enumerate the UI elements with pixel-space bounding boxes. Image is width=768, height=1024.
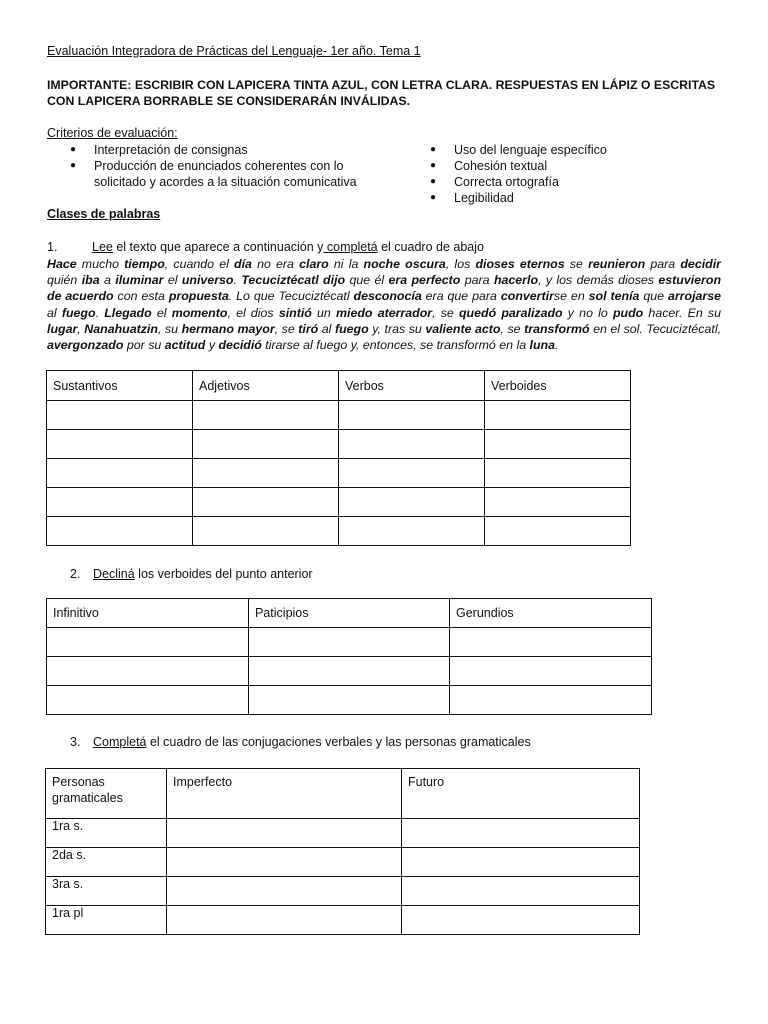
passage-bold-word: actitud bbox=[164, 338, 206, 353]
passage-bold-word: aterrador bbox=[377, 305, 433, 320]
conjugations-table bbox=[45, 768, 640, 935]
answer-cell[interactable] bbox=[485, 517, 631, 546]
criteria-item: ● Uso del lenguaje específico bbox=[430, 142, 680, 158]
passage-bold-word: avergonzado bbox=[47, 338, 124, 353]
criteria-list-left bbox=[70, 142, 370, 190]
passage-text: . Lo que Tecuciztécatl bbox=[228, 289, 354, 304]
passage-bold-word: universo bbox=[181, 273, 234, 288]
table-row bbox=[47, 517, 631, 546]
passage-bold-word: reunieron bbox=[588, 257, 646, 271]
answer-cell[interactable] bbox=[249, 657, 450, 686]
passage-bold-word: transformó bbox=[524, 321, 590, 336]
passage-bold-word: noche oscura bbox=[363, 257, 446, 271]
passage-text: , el dios bbox=[227, 305, 279, 320]
answer-cell[interactable] bbox=[47, 430, 193, 459]
passage-text: . bbox=[95, 305, 105, 320]
question-2 bbox=[70, 567, 313, 581]
column-header: Futuro bbox=[402, 769, 640, 819]
table-row bbox=[47, 686, 652, 715]
question-number: 2. bbox=[70, 567, 81, 581]
answer-cell[interactable] bbox=[450, 657, 652, 686]
question-verb: Lee bbox=[92, 240, 113, 254]
passage-bold-word: tiró bbox=[298, 321, 319, 336]
passage-bold-word: Tecuciztécatl dijo bbox=[241, 273, 346, 288]
answer-cell[interactable] bbox=[339, 430, 485, 459]
passage-bold-word: sintió bbox=[278, 305, 312, 320]
passage-text: ni la bbox=[328, 257, 364, 271]
answer-cell[interactable] bbox=[193, 517, 339, 546]
word-classes-table bbox=[46, 370, 631, 546]
passage-text: para bbox=[460, 273, 494, 288]
passage-bold-word: arrojarse bbox=[667, 289, 722, 304]
answer-cell[interactable] bbox=[402, 906, 640, 935]
column-header: Infinitivo bbox=[47, 599, 249, 628]
passage-text: un bbox=[311, 305, 336, 320]
answer-cell[interactable] bbox=[249, 686, 450, 715]
answer-cell[interactable] bbox=[485, 430, 631, 459]
table-row bbox=[47, 488, 631, 517]
passage-bold-word: estuvieron de acuerdo bbox=[47, 273, 722, 304]
table-row bbox=[46, 848, 640, 877]
passage-text: para bbox=[645, 257, 681, 271]
passage-bold-word: miedo bbox=[336, 305, 373, 320]
passage-text: era que para bbox=[421, 289, 501, 304]
passage-text: , se bbox=[432, 305, 459, 320]
answer-cell[interactable] bbox=[47, 517, 193, 546]
passage-text: quién bbox=[47, 273, 82, 288]
table-row bbox=[47, 459, 631, 488]
passage-bold-word: hacerlo bbox=[493, 273, 539, 288]
table-row bbox=[46, 819, 640, 848]
answer-cell[interactable] bbox=[485, 459, 631, 488]
question-text: el texto que aparece a continuación y bbox=[112, 240, 324, 254]
passage-text: mucho bbox=[76, 257, 125, 271]
criteria-list-right bbox=[430, 142, 680, 206]
passage-bold-word: luna bbox=[529, 338, 556, 353]
criteria-item: ● Correcta ortografía bbox=[430, 174, 680, 190]
answer-cell[interactable] bbox=[485, 488, 631, 517]
answer-cell[interactable] bbox=[47, 657, 249, 686]
question-text: el cuadro de abajo bbox=[377, 240, 484, 254]
question-number: 3. bbox=[70, 735, 81, 749]
passage-bold-word: iba bbox=[81, 273, 100, 288]
passage-text: que bbox=[639, 289, 668, 304]
passage-bold-word: hermano mayor bbox=[181, 321, 275, 336]
passage-text: , bbox=[77, 321, 85, 336]
passage-bold-word: quedó paralizado bbox=[458, 305, 563, 320]
passage-text: el bbox=[163, 273, 182, 288]
row-label: 2da s. bbox=[46, 848, 167, 877]
reading-passage bbox=[47, 256, 721, 353]
criteria-heading: Criterios de evaluación: bbox=[47, 126, 178, 140]
table-row bbox=[47, 401, 631, 430]
answer-cell[interactable] bbox=[167, 906, 402, 935]
answer-cell[interactable] bbox=[249, 628, 450, 657]
passage-text: , su bbox=[157, 321, 182, 336]
passage-bold-word: Hace bbox=[47, 257, 77, 271]
answer-cell[interactable] bbox=[167, 819, 402, 848]
passage-bold-word: Llegado bbox=[104, 305, 152, 320]
section-title: Clases de palabras bbox=[47, 207, 161, 221]
criteria-item: ● Interpretación de consignas bbox=[70, 142, 370, 158]
passage-text: , y los demás dioses bbox=[538, 273, 659, 288]
passage-bold-word: convertir bbox=[500, 289, 554, 304]
answer-cell[interactable] bbox=[339, 517, 485, 546]
passage-text: en el sol. Tecuciztécatl, bbox=[589, 321, 722, 336]
passage-bold-word: valiente acto bbox=[425, 321, 501, 336]
answer-cell[interactable] bbox=[450, 686, 652, 715]
passage-text: no era bbox=[251, 257, 300, 271]
passage-text: tirarse al fuego y, entonces, se transformó en la bbox=[261, 338, 530, 353]
question-verb: Decliná bbox=[93, 567, 135, 581]
answer-cell[interactable] bbox=[339, 488, 485, 517]
column-header: Verboides bbox=[485, 371, 631, 401]
table-row bbox=[46, 906, 640, 935]
passage-bold-word: claro bbox=[299, 257, 329, 271]
question-text: los verboides del punto anterior bbox=[134, 567, 313, 581]
passage-text: , los bbox=[445, 257, 476, 271]
answer-cell[interactable] bbox=[450, 628, 652, 657]
passage-bold-word: pudo bbox=[612, 305, 644, 320]
passage-bold-word: fuego bbox=[334, 321, 369, 336]
table-row bbox=[47, 657, 652, 686]
passage-text: se bbox=[564, 257, 589, 271]
answer-cell[interactable] bbox=[47, 488, 193, 517]
question-1 bbox=[47, 240, 484, 254]
passage-bold-word: sol tenía bbox=[588, 289, 640, 304]
passage-text: con esta bbox=[113, 289, 169, 304]
column-header: Gerundios bbox=[450, 599, 652, 628]
answer-cell[interactable] bbox=[193, 488, 339, 517]
row-label: 1ra pl bbox=[46, 906, 167, 935]
passage-bold-word: fuego bbox=[61, 305, 96, 320]
table-row bbox=[47, 628, 652, 657]
passage-bold-word: iluminar bbox=[115, 273, 164, 288]
column-header: Personas gramaticales bbox=[46, 769, 167, 819]
question-number: 1. bbox=[47, 240, 58, 254]
passage-text: y, tras su bbox=[368, 321, 426, 336]
column-header: Sustantivos bbox=[47, 371, 193, 401]
verboids-table bbox=[46, 598, 652, 715]
passage-bold-word: tiempo bbox=[124, 257, 165, 271]
answer-cell[interactable] bbox=[193, 459, 339, 488]
answer-cell[interactable] bbox=[402, 848, 640, 877]
question-text: el cuadro de las conjugaciones verbales y las personas gramaticales bbox=[146, 735, 531, 749]
question-verb: Completá bbox=[93, 735, 147, 749]
column-header: Paticipios bbox=[249, 599, 450, 628]
answer-cell[interactable] bbox=[47, 401, 193, 430]
passage-bold-word: dioses eternos bbox=[475, 257, 565, 271]
passage-text: por su bbox=[123, 338, 165, 353]
criteria-item: ● Producción de enunciados coherentes con lo solicitado y acordes a la situación comunicativa bbox=[70, 158, 370, 190]
passage-bold-word: propuesta bbox=[168, 289, 229, 304]
passage-text: al bbox=[318, 321, 335, 336]
passage-bold-word: momento bbox=[171, 305, 228, 320]
passage-text: . bbox=[555, 338, 559, 353]
question-verb: completá bbox=[323, 240, 378, 254]
criteria-item: ● Cohesión textual bbox=[430, 158, 680, 174]
passage-text: , se bbox=[500, 321, 525, 336]
passage-text: y no lo bbox=[562, 305, 613, 320]
passage-bold-word: decidió bbox=[218, 338, 262, 353]
answer-cell[interactable] bbox=[402, 877, 640, 906]
passage-bold-word: día bbox=[234, 257, 252, 271]
passage-text: , se bbox=[274, 321, 299, 336]
row-label: 1ra s. bbox=[46, 819, 167, 848]
column-header: Imperfecto bbox=[167, 769, 402, 819]
answer-cell[interactable] bbox=[193, 430, 339, 459]
answer-cell[interactable] bbox=[167, 877, 402, 906]
answer-cell[interactable] bbox=[167, 848, 402, 877]
answer-cell[interactable] bbox=[47, 628, 249, 657]
answer-cell[interactable] bbox=[47, 686, 249, 715]
answer-cell[interactable] bbox=[485, 401, 631, 430]
passage-text: , cuando el bbox=[164, 257, 235, 271]
passage-text: que él bbox=[345, 273, 389, 288]
important-notice: IMPORTANTE: ESCRIBIR CON LAPICERA TINTA AZUL, CON LETRA CLARA. RESPUESTAS EN LÁPIZ O ESCRITAS CON LAPICERA BORRABLE SE CONSIDERARÁN INVÁLIDAS. bbox=[47, 78, 716, 108]
passage-text: hacer. En su bbox=[643, 305, 722, 320]
table-row bbox=[47, 430, 631, 459]
column-header: Adjetivos bbox=[193, 371, 339, 401]
row-label: 3ra s. bbox=[46, 877, 167, 906]
passage-text: y bbox=[205, 338, 219, 353]
criteria-item: ● Legibilidad bbox=[430, 190, 680, 206]
answer-cell[interactable] bbox=[47, 459, 193, 488]
passage-text: el bbox=[151, 305, 172, 320]
passage-text: al bbox=[47, 305, 62, 320]
passage-text: se en bbox=[553, 289, 589, 304]
passage-bold-word: era perfecto bbox=[388, 273, 461, 288]
passage-bold-word: lugar bbox=[47, 321, 78, 336]
table-row bbox=[46, 877, 640, 906]
document-title: Evaluación Integradora de Prácticas del Lenguaje- 1er año. Tema 1 bbox=[47, 44, 421, 58]
passage-bold-word: decidir bbox=[680, 257, 721, 271]
question-3 bbox=[70, 735, 531, 749]
passage-text: . bbox=[233, 273, 242, 288]
passage-bold-word: Nanahuatzin bbox=[84, 321, 158, 336]
answer-cell[interactable] bbox=[339, 459, 485, 488]
answer-cell[interactable] bbox=[193, 401, 339, 430]
passage-bold-word: desconocía bbox=[353, 289, 422, 304]
answer-cell[interactable] bbox=[402, 819, 640, 848]
column-header: Verbos bbox=[339, 371, 485, 401]
answer-cell[interactable] bbox=[339, 401, 485, 430]
passage-text: a bbox=[99, 273, 116, 288]
